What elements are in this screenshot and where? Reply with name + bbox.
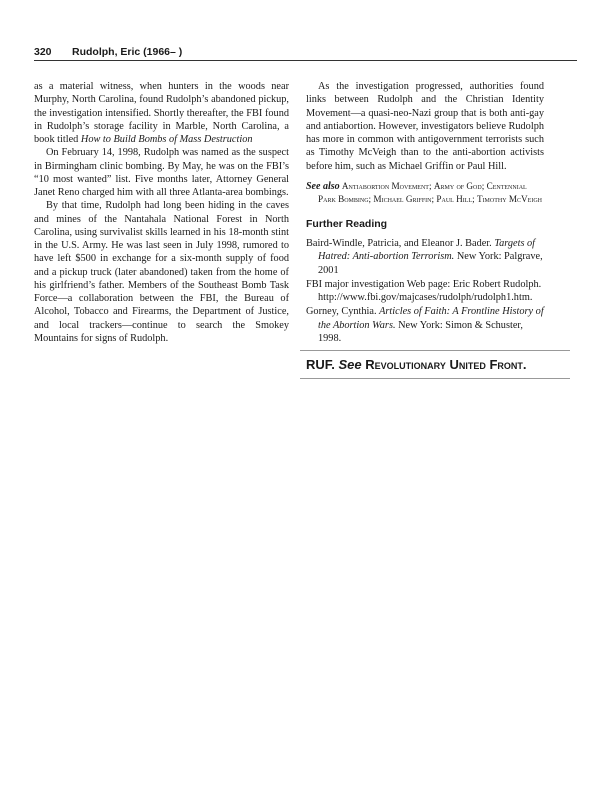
reference-author: Gorney, Cynthia. (306, 306, 380, 318)
left-paragraph-1-text: as a material witness, when hunters in the woods near Murphy, North Carolina, found Rudolph’s abandoned pickup, the investigation intensified. Shortly thereafter, the FBI found in Rudolph’s storage facility in Marble, North Carolina, a book titled (34, 81, 289, 145)
see-also-entry[interactable]: Timothy McVeigh (476, 193, 542, 204)
left-paragraph-2: On February 14, 1998, Rudolph was named as the suspect in Birmingham clinic bombing. By May, he was on the FBI’s “10 most wanted” list. Five months later, Attorney General Janet Reno charged him with all three Atlanta-area bombings. (34, 147, 289, 198)
cross-reference-see: See (338, 357, 362, 372)
page-number: 320 (34, 46, 52, 58)
cross-reference-entry (306, 357, 571, 372)
see-also-entry[interactable]: Army of God (433, 180, 482, 191)
running-title: Rudolph, Eric (1966– ) (72, 46, 183, 58)
cross-reference-rule-bottom (300, 378, 570, 379)
right-paragraph-1: As the investigation progressed, authorities found links between Rudolph and the Christian Identity Movement—a quasi-neo-Nazi group that is both anti-gay and antiabortion. However, investigators believe Rudolph has more in common with antigovernment terrorists such as Timothy McVeigh than to the anti-abortion activists before him, such as Michael Griffin or Paul Hill. (306, 81, 544, 172)
left-column (34, 80, 289, 345)
see-also-label: See also (306, 180, 340, 192)
see-also-entry[interactable]: Michael Griffin (373, 193, 432, 204)
reference-title: Articles of Faith: A Frontline History of the Abortion Wars. (318, 306, 544, 331)
right-column (306, 80, 544, 346)
reference-item (306, 278, 544, 305)
reference-item (306, 305, 544, 345)
reference-author: Baird-Windle, Patricia, and Eleanor J. Bader. (306, 238, 495, 249)
cross-reference-target[interactable]: Revolutionary United Front. (365, 357, 527, 372)
cross-reference-term: RUF. (306, 357, 335, 372)
see-also-entry[interactable]: Antiabortion Movement (341, 180, 429, 191)
header-rule (34, 60, 577, 61)
reference-item (306, 237, 544, 277)
see-also: See also Antiabortion Movement; Army of God; Centennial Park Bombing; Michael Griffin; Paul Hill; Timothy McVeigh (306, 180, 542, 204)
running-header (34, 44, 577, 60)
reference-title: Targets of Hatred: Anti-abortion Terrorism. (318, 238, 536, 263)
left-paragraph-1 (34, 80, 289, 146)
see-also-entry[interactable]: Centennial Park Bombing (318, 180, 527, 204)
reference-url[interactable]: FBI major investigation Web page: Eric Robert Rudolph. http://www.fbi.gov/majcases/rudolph/rudolph1.htm. (306, 278, 542, 303)
book-title: How to Build Bombs of Mass Destruction (80, 134, 253, 145)
left-paragraph-3: By that time, Rudolph had long been hiding in the caves and mines of the Nantahala National Forest in North Carolina, using survivalist skills learned in his 18-month stint in the U.S. Army. He was last seen in July 1998, rumored to have left $500 in exchange for a six-month supply of food and a pickup truck (later abandoned) taken from the home of his girlfriend’s father. Members of the Southeast Bomb Task Force—a collaboration between the FBI, the Bureau of Alcohol, Tobacco and Firearms, the Department of Justice, and local trackers—continue to search the Smokey Mountains for signs of Rudolph. (34, 200, 289, 344)
reference-publisher: New York: Simon & Schuster, 1998. (318, 319, 523, 344)
cross-reference-rule-top (300, 350, 570, 351)
see-also-entry[interactable]: Paul Hill (436, 193, 473, 204)
reference-publisher: New York: Palgrave, 2001 (318, 251, 543, 276)
further-reading-heading: Further Reading (306, 217, 388, 230)
